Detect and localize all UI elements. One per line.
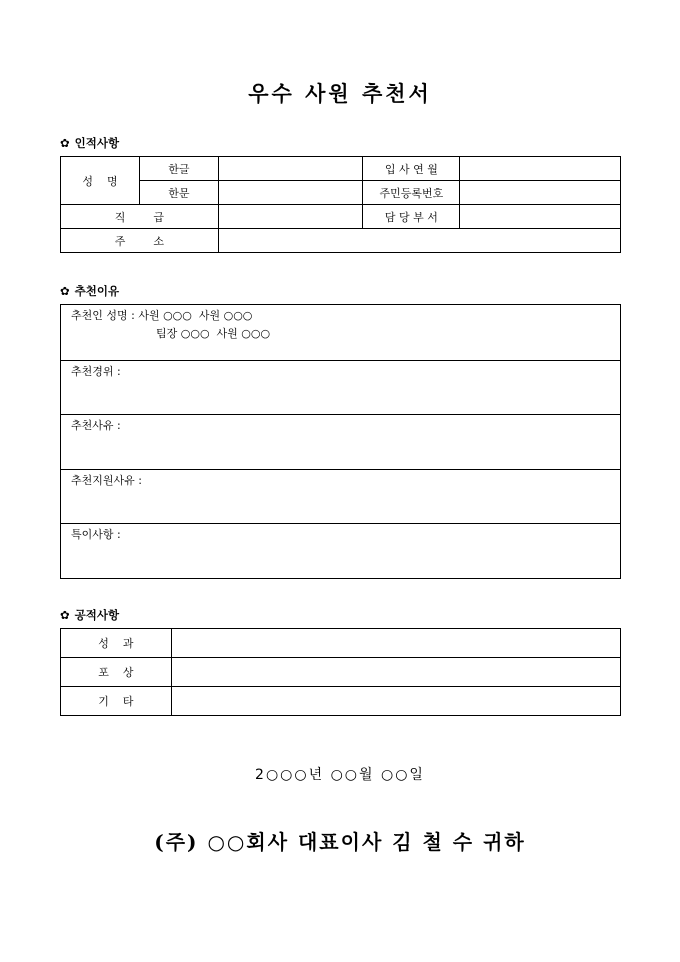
support-block[interactable] (61, 469, 620, 524)
department-label: 담 당 부 서 (363, 205, 460, 229)
flower-icon: ✿ (60, 608, 70, 622)
recommender-label: 추천인 성명 : (71, 309, 139, 322)
personal-heading (60, 135, 119, 151)
join-date-label: 입 사 연 월 (363, 157, 460, 181)
flower-icon: ✿ (60, 284, 70, 298)
table-row (61, 181, 621, 205)
achievement-field[interactable] (171, 629, 620, 658)
document-title: 우수 사원 추천서 (248, 81, 432, 106)
support-label: 추천지원사유 : (71, 473, 142, 487)
hangul-name-field[interactable] (218, 157, 363, 181)
position-field[interactable] (218, 205, 363, 229)
table-row (61, 629, 621, 658)
recommender-names-1: 사원 ○○○ 사원 ○○○ (138, 309, 253, 322)
personal-info-table (60, 156, 621, 253)
document-date: 2○○○년 ○○월 ○○일 (255, 767, 425, 783)
merits-heading (60, 607, 119, 623)
name-label: 성 명 (61, 157, 140, 205)
address-label: 주 소 (61, 229, 219, 253)
merits-heading-text: 공적사항 (74, 608, 120, 622)
personal-heading-text: 인적사항 (74, 136, 120, 150)
address-field[interactable] (218, 229, 620, 253)
flower-icon: ✿ (60, 136, 70, 150)
notes-block[interactable] (61, 523, 620, 578)
resident-id-label: 주민등록번호 (363, 181, 460, 205)
merits-table (60, 628, 621, 716)
other-field[interactable] (171, 687, 620, 716)
notes-label: 특이사항 : (71, 528, 121, 542)
table-row (61, 229, 621, 253)
join-date-field[interactable] (460, 157, 621, 181)
position-label: 직 급 (61, 205, 219, 229)
reasons-heading-text: 추천이유 (74, 284, 120, 298)
award-label: 포 상 (61, 658, 172, 687)
recipient-line: (주) ○○회사 대표이사 김 철 수 귀하 (154, 830, 526, 854)
resident-id-field[interactable] (460, 181, 621, 205)
recommender-names-2: 팀장 ○○○ 사원 ○○○ (156, 327, 271, 340)
reasons-box (60, 304, 621, 579)
hanmun-label: 한문 (139, 181, 218, 205)
award-field[interactable] (171, 658, 620, 687)
reason-label: 추천사유 : (71, 419, 121, 433)
table-row (61, 658, 621, 687)
table-row (61, 157, 621, 181)
background-label: 추천경위 : (71, 364, 121, 378)
recommender-block[interactable] (61, 305, 620, 360)
achievement-label: 성 과 (61, 629, 172, 658)
hanmun-name-field[interactable] (218, 181, 363, 205)
reasons-heading (60, 283, 119, 299)
recommender-line (71, 307, 620, 325)
reason-block[interactable] (61, 414, 620, 469)
table-row (61, 205, 621, 229)
table-row (61, 687, 621, 716)
hangul-label: 한글 (139, 157, 218, 181)
other-label: 기 타 (61, 687, 172, 716)
background-block[interactable] (61, 360, 620, 415)
department-field[interactable] (460, 205, 621, 229)
